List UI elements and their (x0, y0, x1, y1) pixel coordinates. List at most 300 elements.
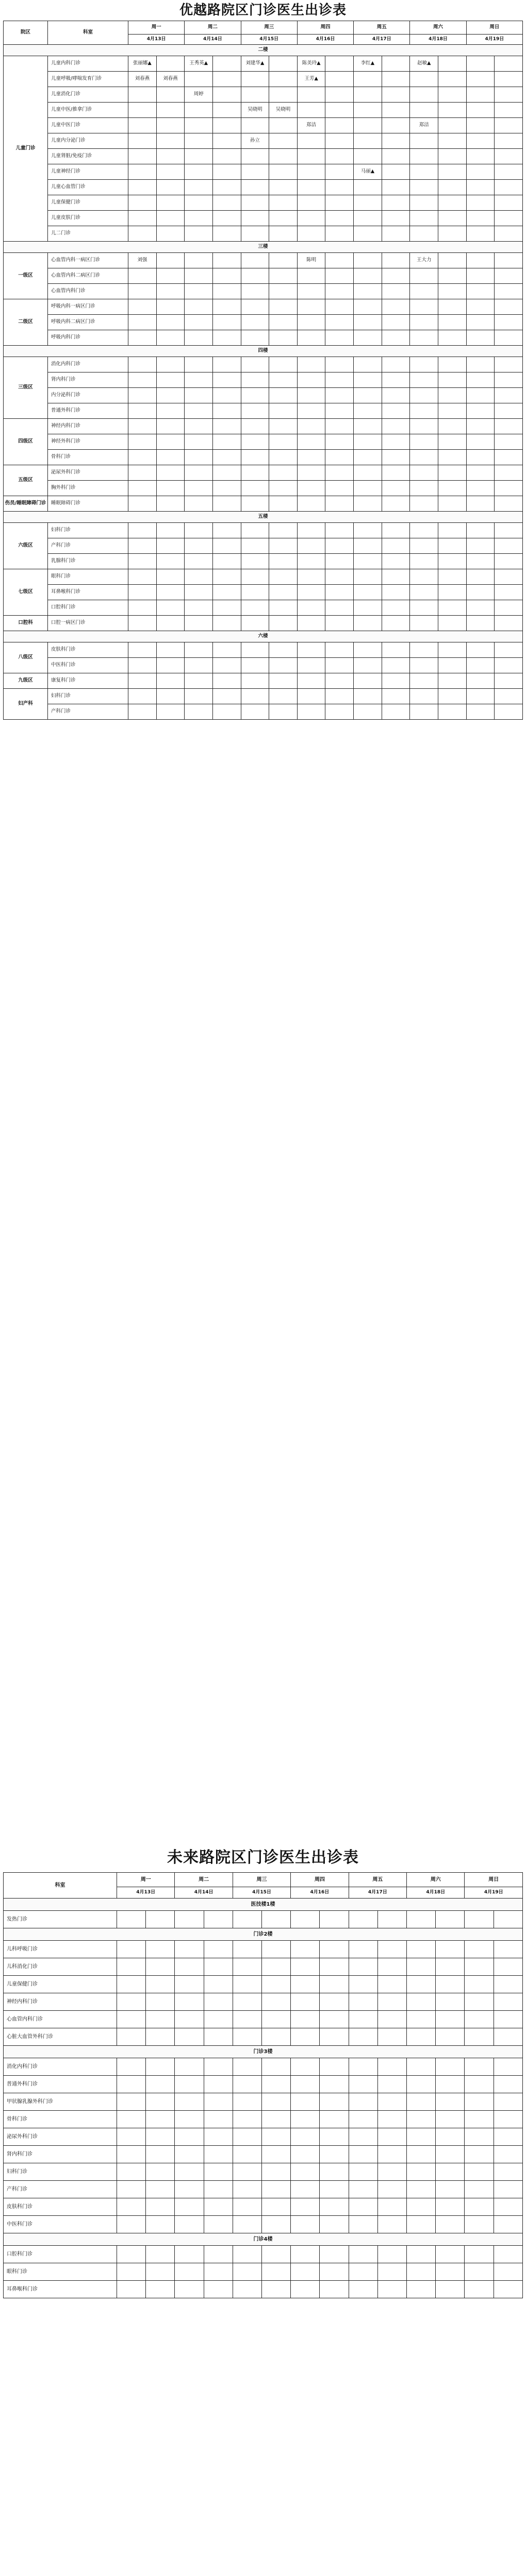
doctor-cell (233, 2011, 261, 2028)
doctor-cell (156, 133, 185, 149)
doctor-cell (212, 642, 241, 658)
doctor-cell (438, 481, 467, 496)
doctor-cell (495, 357, 523, 372)
doctor-cell (382, 642, 410, 658)
doctor-cell (262, 2093, 291, 2111)
doctor-cell (349, 2111, 377, 2128)
doctor-cell (269, 538, 298, 554)
doctor-cell (466, 268, 495, 284)
doctor-cell (117, 1911, 146, 1928)
doctor-cell (117, 2111, 146, 2128)
doctor-cell (466, 569, 495, 585)
doctor-cell: 陈明 (297, 253, 325, 268)
floor-row (4, 2233, 523, 2246)
table-row (4, 1941, 523, 1958)
doctor-cell (466, 465, 495, 481)
doctor-cell (436, 2263, 465, 2281)
clinic-cell: 甲状腺乳腺外科门诊 (4, 2093, 117, 2111)
doctor-cell (297, 403, 325, 419)
doctor-cell (269, 211, 298, 226)
doctor-cell (325, 419, 354, 434)
doctor-cell (495, 103, 523, 118)
doctor-cell (382, 403, 410, 419)
doctor-cell (466, 299, 495, 315)
doctor-cell (494, 1958, 522, 1976)
doctor-cell (233, 2058, 261, 2076)
doctor-cell (349, 2216, 377, 2233)
doctor-cell (495, 585, 523, 600)
doctor-cell (297, 465, 325, 481)
doctor-cell (407, 1976, 436, 1993)
doctor-cell (128, 403, 157, 419)
clinic-cell: 泌尿外科门诊 (48, 465, 128, 481)
doctor-cell (241, 419, 269, 434)
doctor-cell (494, 2076, 522, 2093)
doctor-cell (241, 299, 269, 315)
table-row (4, 87, 523, 103)
doctor-cell (269, 642, 298, 658)
doctor-cell (410, 180, 438, 195)
doctor-cell (436, 1993, 465, 2011)
doctor-cell (269, 133, 298, 149)
doctor-cell (212, 253, 241, 268)
doctor-cell (354, 315, 382, 330)
doctor-cell (185, 330, 213, 346)
doctor-cell (175, 2076, 204, 2093)
doctor-cell (291, 2093, 320, 2111)
day-header: 周四 (297, 21, 353, 35)
doctor-cell (407, 2093, 436, 2111)
day-header: 周日 (465, 1873, 523, 1887)
doctor-cell (325, 268, 354, 284)
floor-label: 门诊2楼 (4, 1928, 523, 1941)
doctor-cell (382, 87, 410, 103)
doctor-cell (410, 268, 438, 284)
doctor-cell (297, 103, 325, 118)
doctor-cell (212, 569, 241, 585)
doctor-cell (128, 523, 157, 538)
doctor-cell (262, 2028, 291, 2046)
clinic-cell: 儿童中医门诊 (48, 118, 128, 133)
doctor-cell (117, 2181, 146, 2198)
doctor-cell (204, 2028, 233, 2046)
doctor-cell (241, 87, 269, 103)
doctor-cell (269, 330, 298, 346)
doctor-cell (495, 268, 523, 284)
doctor-cell (438, 689, 467, 704)
doctor-cell (156, 226, 185, 242)
doctor-cell (349, 2028, 377, 2046)
table-row (4, 103, 523, 118)
doctor-cell (156, 284, 185, 299)
doctor-cell (291, 1976, 320, 1993)
day-header: 周二 (175, 1873, 233, 1887)
table-row (4, 315, 523, 330)
doctor-cell (241, 523, 269, 538)
doctor-cell (241, 195, 269, 211)
table-row (4, 2181, 523, 2198)
doctor-cell (269, 253, 298, 268)
doctor-cell (233, 2111, 261, 2128)
doctor-cell (382, 538, 410, 554)
doctor-cell (269, 523, 298, 538)
doctor-cell (407, 2128, 436, 2146)
doctor-cell (262, 2076, 291, 2093)
doctor-cell (465, 2281, 494, 2298)
doctor-cell (241, 149, 269, 164)
doctor-cell (466, 330, 495, 346)
table-row (4, 253, 523, 268)
doctor-cell (204, 2246, 233, 2263)
youyue-schedule (3, 0, 523, 720)
doctor-cell (320, 2028, 349, 2046)
doctor-cell (436, 2111, 465, 2128)
doctor-cell (407, 2011, 436, 2028)
doctor-cell (185, 133, 213, 149)
doctor-cell (156, 56, 185, 72)
doctor-cell (438, 523, 467, 538)
doctor-cell (494, 1941, 522, 1958)
doctor-cell (410, 357, 438, 372)
doctor-cell (410, 465, 438, 481)
doctor-cell (212, 600, 241, 616)
doctor-cell (185, 403, 213, 419)
doctor-cell (241, 658, 269, 673)
day-header: 周五 (349, 1873, 406, 1887)
doctor-cell (354, 450, 382, 465)
doctor-cell (128, 481, 157, 496)
doctor-cell (466, 523, 495, 538)
floor-label: 五楼 (4, 512, 523, 523)
date-header: 4月19日 (466, 35, 522, 45)
doctor-cell (185, 388, 213, 403)
doctor-cell (262, 2128, 291, 2146)
doctor-cell (241, 689, 269, 704)
doctor-cell (241, 554, 269, 569)
doctor-cell (146, 2011, 175, 2028)
date-header: 4月13日 (117, 1887, 175, 1899)
doctor-cell (354, 600, 382, 616)
dept-cell: 伤员/睡眠障碍门诊 (4, 496, 48, 512)
doctor-cell (382, 211, 410, 226)
doctor-cell (410, 87, 438, 103)
doctor-cell (466, 149, 495, 164)
doctor-cell (128, 226, 157, 242)
doctor-cell (204, 1958, 233, 1976)
clinic-cell: 儿科消化门诊 (4, 1958, 117, 1976)
doctor-cell (204, 1993, 233, 2011)
doctor-cell (495, 689, 523, 704)
doctor-cell (354, 585, 382, 600)
doctor-cell (204, 2263, 233, 2281)
doctor-cell (241, 72, 269, 87)
doctor-cell (410, 315, 438, 330)
doctor-cell (212, 87, 241, 103)
dept-cell: 七级区 (4, 569, 48, 616)
table-row (4, 226, 523, 242)
doctor-cell (146, 2216, 175, 2233)
doctor-cell (382, 149, 410, 164)
table-row (4, 195, 523, 211)
doctor-cell (156, 87, 185, 103)
doctor-cell (407, 2028, 436, 2046)
doctor-cell (495, 673, 523, 689)
clinic-cell: 心血管内科门诊 (48, 284, 128, 299)
clinic-cell: 儿童保健门诊 (48, 195, 128, 211)
doctor-cell (495, 56, 523, 72)
table-row (4, 2028, 523, 2046)
doctor-cell (436, 1911, 465, 1928)
doctor-cell (204, 2281, 233, 2298)
doctor-cell (354, 481, 382, 496)
doctor-cell (128, 554, 157, 569)
doctor-cell (325, 149, 354, 164)
doctor-cell (465, 2111, 494, 2128)
doctor-cell (262, 2163, 291, 2181)
table-row (4, 2281, 523, 2298)
doctor-cell (146, 2128, 175, 2146)
table-row (4, 403, 523, 419)
doctor-cell (233, 1976, 261, 1993)
doctor-cell (349, 1911, 377, 1928)
doctor-cell (438, 388, 467, 403)
doctor-cell (325, 704, 354, 720)
doctor-cell (320, 2281, 349, 2298)
doctor-cell (382, 103, 410, 118)
clinic-cell: 心血管内科二病区门诊 (48, 268, 128, 284)
doctor-cell (241, 315, 269, 330)
doctor-cell (175, 2216, 204, 2233)
clinic-cell: 消化内科门诊 (48, 357, 128, 372)
doctor-cell (185, 569, 213, 585)
doctor-cell (269, 673, 298, 689)
doctor-cell (377, 2198, 406, 2216)
doctor-cell (354, 180, 382, 195)
doctor-cell (233, 2181, 261, 2198)
doctor-cell (156, 330, 185, 346)
doctor-cell (204, 2058, 233, 2076)
table-row (4, 496, 523, 512)
doctor-cell: 李红▲ (354, 56, 382, 72)
doctor-cell (466, 164, 495, 180)
doctor-cell (185, 357, 213, 372)
doctor-cell (212, 496, 241, 512)
table-row (4, 372, 523, 388)
clinic-cell: 眼科门诊 (4, 2263, 117, 2281)
doctor-cell (297, 523, 325, 538)
clinic-cell: 内分泌科门诊 (48, 388, 128, 403)
doctor-cell (438, 149, 467, 164)
doctor-cell (291, 1958, 320, 1976)
doctor-cell (212, 133, 241, 149)
clinic-cell: 儿童心血管门诊 (48, 180, 128, 195)
doctor-cell (297, 372, 325, 388)
doctor-cell (269, 434, 298, 450)
doctor-cell (241, 226, 269, 242)
doctor-cell (410, 388, 438, 403)
doctor-cell (128, 195, 157, 211)
doctor-cell (175, 2146, 204, 2163)
doctor-cell (204, 2128, 233, 2146)
doctor-cell (269, 388, 298, 403)
doctor-cell (438, 673, 467, 689)
doctor-cell (354, 673, 382, 689)
doctor-cell (494, 2028, 522, 2046)
doctor-cell (325, 357, 354, 372)
doctor-cell (185, 180, 213, 195)
doctor-cell (175, 2263, 204, 2281)
doctor-cell (438, 434, 467, 450)
doctor-cell (465, 2093, 494, 2111)
area-header: 院区 (4, 21, 48, 45)
doctor-cell (436, 1976, 465, 1993)
doctor-cell (156, 434, 185, 450)
table-row (4, 2011, 523, 2028)
doctor-cell (438, 403, 467, 419)
clinic-cell: 骨科门诊 (4, 2111, 117, 2128)
clinic-cell: 耳鼻喉科门诊 (4, 2281, 117, 2298)
clinic-cell: 皮肤科门诊 (4, 2198, 117, 2216)
doctor-cell (156, 673, 185, 689)
doctor-cell (495, 372, 523, 388)
doctor-cell (233, 2028, 261, 2046)
doctor-cell (128, 330, 157, 346)
doctor-cell (320, 2111, 349, 2128)
floor-row (4, 346, 523, 357)
doctor-cell (377, 1976, 406, 1993)
doctor-cell (212, 357, 241, 372)
doctor-cell (320, 2011, 349, 2028)
doctor-cell (325, 465, 354, 481)
date-header: 4月17日 (354, 35, 410, 45)
doctor-cell (241, 372, 269, 388)
clinic-cell: 口腔一病区门诊 (48, 616, 128, 631)
doctor-cell (407, 2263, 436, 2281)
date-header: 4月18日 (410, 35, 466, 45)
table-row (4, 2076, 523, 2093)
doctor-cell (320, 1941, 349, 1958)
date-header: 4月19日 (465, 1887, 523, 1899)
doctor-cell (204, 2163, 233, 2181)
doctor-cell (269, 315, 298, 330)
doctor-cell (466, 496, 495, 512)
doctor-cell (382, 554, 410, 569)
doctor-cell (438, 268, 467, 284)
doctor-cell (354, 330, 382, 346)
day-header: 周五 (354, 21, 410, 35)
doctor-cell (156, 616, 185, 631)
doctor-cell (233, 1941, 261, 1958)
doctor-cell (297, 658, 325, 673)
doctor-cell (466, 689, 495, 704)
doctor-cell (269, 195, 298, 211)
doctor-cell (410, 330, 438, 346)
doctor-cell (269, 164, 298, 180)
clinic-cell: 儿童保健门诊 (4, 1976, 117, 1993)
doctor-cell (233, 2076, 261, 2093)
doctor-cell (382, 704, 410, 720)
doctor-cell (494, 2246, 522, 2263)
doctor-cell (410, 133, 438, 149)
doctor-cell (382, 569, 410, 585)
doctor-cell (410, 616, 438, 631)
doctor-cell (349, 1958, 377, 1976)
doctor-cell (325, 450, 354, 465)
doctor-cell (212, 315, 241, 330)
doctor-cell (349, 2281, 377, 2298)
doctor-cell (185, 600, 213, 616)
doctor-cell (410, 211, 438, 226)
doctor-cell (269, 569, 298, 585)
doctor-cell (212, 268, 241, 284)
doctor-cell (175, 1958, 204, 1976)
doctor-cell (325, 585, 354, 600)
doctor-cell (269, 284, 298, 299)
clinic-cell: 骨科门诊 (48, 450, 128, 465)
doctor-cell (495, 704, 523, 720)
doctor-cell (297, 450, 325, 465)
doctor-cell (495, 133, 523, 149)
doctor-cell (128, 315, 157, 330)
floor-row (4, 1928, 523, 1941)
clinic-cell: 妇科门诊 (48, 523, 128, 538)
dept-cell: 二级区 (4, 299, 48, 346)
doctor-cell (382, 330, 410, 346)
doctor-cell (128, 673, 157, 689)
doctor-cell (438, 72, 467, 87)
doctor-cell (128, 149, 157, 164)
doctor-cell: 刘建华▲ (241, 56, 269, 72)
doctor-cell (407, 1958, 436, 1976)
doctor-cell (117, 2263, 146, 2281)
doctor-cell (377, 2181, 406, 2198)
doctor-cell (146, 2246, 175, 2263)
doctor-cell (465, 2011, 494, 2028)
doctor-cell (494, 2216, 522, 2233)
doctor-cell (204, 1976, 233, 1993)
clinic-cell: 产科门诊 (4, 2181, 117, 2198)
doctor-cell (325, 481, 354, 496)
floor-row (4, 631, 523, 642)
doctor-cell (436, 2216, 465, 2233)
clinic-cell: 呼吸内科二病区门诊 (48, 315, 128, 330)
doctor-cell (495, 465, 523, 481)
doctor-cell (212, 226, 241, 242)
doctor-cell (438, 253, 467, 268)
doctor-cell (382, 164, 410, 180)
clinic-cell: 儿童神经门诊 (48, 164, 128, 180)
schedule-table (3, 21, 523, 720)
doctor-cell (407, 2281, 436, 2298)
doctor-cell (297, 330, 325, 346)
table-row (4, 554, 523, 569)
doctor-cell (156, 585, 185, 600)
doctor-cell (438, 372, 467, 388)
doctor-cell (382, 481, 410, 496)
table-row (4, 299, 523, 315)
doctor-cell (410, 226, 438, 242)
doctor-cell (495, 554, 523, 569)
doctor-cell (128, 616, 157, 631)
date-header: 4月16日 (297, 35, 353, 45)
doctor-cell (382, 585, 410, 600)
doctor-cell (349, 1941, 377, 1958)
doctor-cell (465, 2198, 494, 2216)
doctor-cell (377, 2128, 406, 2146)
doctor-cell (146, 1911, 175, 1928)
doctor-cell (146, 2198, 175, 2216)
table-row (4, 72, 523, 87)
